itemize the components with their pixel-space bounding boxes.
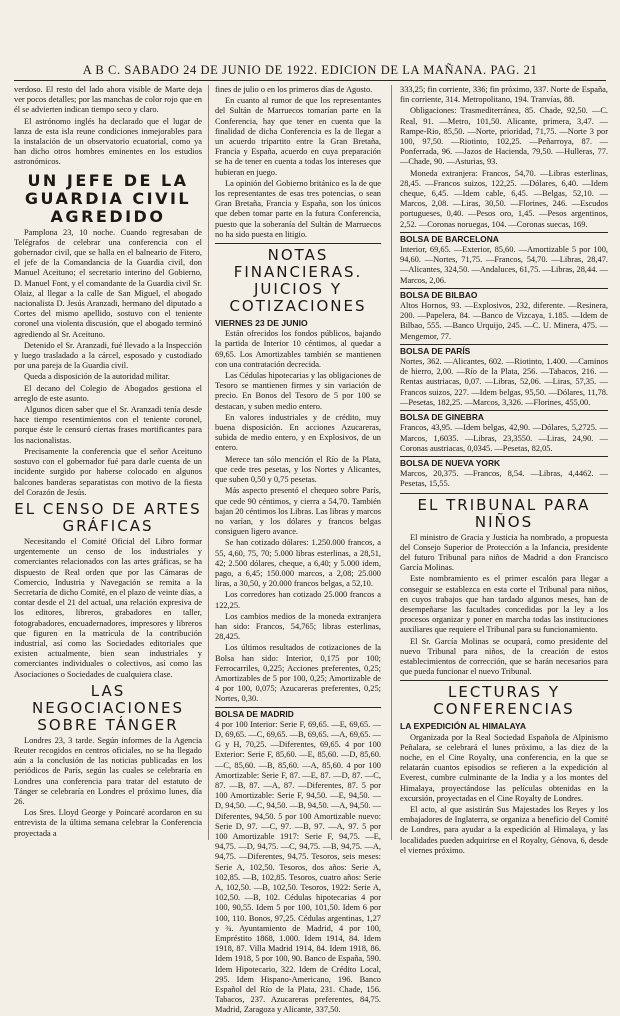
date-subtitle: VIERNES 23 DE JUNIO	[215, 318, 308, 329]
paragraph: El astrónomo inglés ha declarado que el lugar de lanza de esta isla reune condiciones inmejorables para la instalación de un observatorio ecuatorial, como ya han dicho otros hombres eminentes en los estudios astronómicos.	[14, 116, 202, 167]
paragraph: Este nombramiento es el primer escalón para llegar a conseguir se establezca en esta corte el Tribunal para niños, en cuyos trabajos que han tardado algunos meses, han de desempeñarse las facultades concedidas por la ley a los procesos organizar y poner en marcha todas las instituciones auxiliares que requiere el Tribunal para su funcionamiento.	[400, 574, 608, 635]
page-header	[14, 2, 606, 81]
column-rule-1	[208, 85, 209, 840]
quotes-list: 4 por 100 Interior: Serie F, 69,65. —E, 69,65. —D, 69,65. —C, 69,65. —B, 69,65. —A, 69,65. —G y H, 70,25. —Diferentes, 69,65. 4 por 100 Exterior: Serie F, 85,60. —E, 85,60. —D, 85,60. —C, 85,60. —B, 85,60. —A, 85,60. 4 por 100 Amortizable: Serie F, 87. —E, 87. —D, 87. —C, 87. —B, 87. —A, 87. —Diferentes, 87. 5 por 100 Amortizable: Serie F, 94,50. —E, 94,50. —D, 94,50. —C, 94,50. —B, 94,50. —A, 94,50. —Diferentes, 94,50. 5 por 100 Amortizable nuevo: Serie D, 97. —C, 97. —B, 97. —A, 97. 5 por 100 Amortizable 1917: Serie F, 94,75. —E, 94,75. —D, 94,75. —C, 94,75. —B, 94,75. —A, 94,75. —Diferentes, 94,75. Tesoros, seis meses: Serie A, 102,50. Tesoros, dos años: Serie A, 102,85. —B, 102,85. Tesoros, cuatro años: Serie A, 102,50. —B, 102,50. Tesoros, 1922: Serie A, 102,50. —B, 102. Cédulas hipotecarias 4 por 100, 90,55. Idem 5 por 100, 101,50. Idem 6 por 100, 110. Bonos, 97,25. Cédulas argentinas, 1,27 y ¾. Ayuntamiento de Madrid, 4 por 100, Empréstito 1868, 1.000. Idem 1914, 84. Idem 1918, 87. Villa Madrid 1914, 84. Idem 1918, 86. Idem 1918, 5 por 100, 90. Banco de España, 590. Idem Hipotecario, 322. Idem de Crédito Local, 295. Idem Hispano-Americano, 196. Banco Español del Río de la Plata, 231. Chade, 156. Tabacos, 237. Azucareras preferentes, 84,75. Madrid, Zaragoza y Alicante, 337,50.	[215, 719, 381, 1015]
column-3	[400, 85, 608, 855]
paragraph: Algunos dicen saber que el Sr. Aranzadi tenía desde hace tiempo resentimientos con el teniente coronel, porque éste le censuró ciertas frases mortificantes para los nacionalistas.	[14, 405, 202, 445]
paragraph: Más aspecto presentó el chequeo sobre París, que cede 90 céntimos, y cierra a 54,70. También bajan 20 céntimos los Libras. Las libras y marcos no varían, y los dólares y francos belgas consiguen ligero avance.	[215, 486, 381, 537]
paragraph: Los Sres. Lloyd George y Poincaré acordaron en su entrevista de la última semana celebrar la Conferencia proyectada a	[14, 808, 202, 838]
paragraph: Pamplona 23, 10 noche. Cuando regresaban de Telégrafos de celebrar una conferencia con el gobernador civil, que se halla en el balneario de Fitero, el jefe de la Comandancia de la Guardia civil, don Manuel Aceituno; el secretario interino del Gobierno, D. Manuel Font, y el comandante de la Guardia civil Sr. Olaiz, al llegar a la calle de San Miguel, el abogado nacionalista D. Jesús Aranzadi, hermano del diputado a Cortes del mismo apellido, sostuvo con el teniente coronel una violenta discusión, que el abogado terminó agrediendo al Sr. Aceituno.	[14, 227, 202, 339]
paragraph: Detenido el Sr. Aranzadi, fué llevado a la Inspección y luego trasladado a la cárcel, esposado y custodiado por una pareja de la Guardia civil.	[14, 340, 202, 371]
column-rule-2	[391, 85, 392, 840]
header-text: A B C. SABADO 24 DE JUNIO DE 1922. EDICION DE LA MAÑANA. PAG. 21	[82, 63, 538, 77]
paragraph: Los cambios medios de la moneda extranjera han sido: Francos, 54,765; libras esterlinas, 28,425.	[215, 611, 381, 642]
bolsa-bilbao-heading: BOLSA DE BILBAO	[400, 288, 608, 300]
paragraph: Marcos, 20,375. —Francos, 8,54. —Libras, 4,4462. —Pesetas, 15,55.	[400, 469, 608, 489]
paragraph: fines de julio o en los primeros días de Agosto.	[215, 85, 373, 94]
headline-tribunal-ninos: EL TRIBUNAL PARA NIÑOS	[417, 495, 591, 531]
paragraph: Londres 23, 3 tarde. Según informes de la Agencia Reuter recogidos en centros oficiales, no se ha llegado aún a la conclusión de las noticias publicadas en los periódicos de París, según las cuales se celebraría en Londres una conferencia para tratar del estatuto de Tánger se celebraría en Londres el próximo lunes, día 26.	[14, 735, 202, 806]
bolsa-barcelona-heading: BOLSA DE BARCELONA	[400, 232, 608, 244]
paragraph: Queda a disposición de la autoridad militar.	[24, 372, 170, 382]
headline-notas-financieras: NOTAS FINANCIERAS. JUICIOS Y COTIZACIONES	[229, 246, 367, 316]
headline-lecturas-conferencias: LECTURAS Y CONFERENCIAS	[433, 683, 575, 719]
paragraph: Las Cédulas hipotecarias y las obligaciones de Tesoro se mantienen firmes y sin variación de precio. En Bonos del Tesoro de 5 por 100 se destacan, y suben medio entero.	[215, 371, 381, 411]
paragraph: En valores industriales y de crédito, muy buena disposición. En acciones Azucareras, subida de medio entero, y en Explosivos, de un entero.	[215, 412, 381, 453]
bolsa-nueva-york-heading: BOLSA DE NUEVA YORK	[400, 456, 608, 468]
paragraph: Moneda extranjera: Francos, 54,70. —Libras esterlinas, 28,45. —Francos suizos, 122,25. —Dólares, 6,40. —Idem cheque, 6,45. —Idem cable, 6,45. —Belgas, 52,10. —Marcos, 2,08. —Liras, 30,50. —Florines, 246. —Escudos portugueses, 0,40. —Pesos oro, 1,45. —Pesos argentinos, 2,52. —Coronas noruegas, 104. —Coronas suecas, 169.	[400, 168, 608, 229]
paragraph: Nortes, 362. —Alicantes, 602. —Riotinto, 1.400. —Caminos de hierro, 2,00. —Río de la Plata, 256. —Tabacos, 216. —Rentas austriacas, 0,07. —Libras, 52,06. —Liras, 57,35. —Francos suizos, 227. —Idem belgas, 95,50. —Dólares, 11,78. —Pesetas, 182,25. —Marcos, 3,326. —Florines, 455,00.	[400, 357, 608, 407]
paragraph: El ministro de Gracia y Justicia ha nombrado, a propuesta del Consejo Superior de Protección a la Infancia, presidente del futuro Tribunal para niños de Madrid a don Francisco García Molinas.	[400, 532, 608, 573]
paragraph: Necesitando el Comité Oficial del Libro formar urgentemente un censo de los industriales y comerciantes relacionados con las artes gráficas, se ha dispuesto de Real orden que por las Cámaras de Comercio, Industria y Navegación se remita a la Secretaría de dicho Comité, en el plazo de veinte días, a contar desde el 21 del actual, una relación expresiva de los editores, libreros, grabadores en taller, fotograbadores, encuadernadores, impresores y libreros que figuren en la matrícula de la contribución industrial, así como las Sociedades editoriales que existen actualmente, bien sean industriales y comerciantes individuales o colectivos, así como las Asociaciones o Sociedades de cualquiera clase.	[14, 536, 202, 679]
subheading-himalaya: LA EXPEDICIÓN AL HIMALAYA	[400, 721, 527, 732]
paragraph: La opinión del Gobierno británico es la de que los representantes de esas tres potencias, o sean Gran Bretaña, Francia y España, son los únicos que deben tomar parte en la futura Conferencia, puesto que la soberanía del Sultán de Marruecos no ha sido puesta en litigio.	[215, 178, 381, 239]
paragraph: Precisamente la conferencia que el señor Aceituno sostuvo con el gobernador fué para darle cuenta de un incidente surgido por haberse colocado en algunos balcones banderas separatistas con motivo de la fiesta del Corazón de Jesús.	[14, 446, 202, 497]
paragraph: Los últimos resultados de cotizaciones de la Bolsa han sido: Interior, 0,175 por 100; Ferrocarriles, 0,225; Acciones preferentes, 0,25; Amortizables de 5 por 100, 0,25; Amortizable de 4 por 100, 0,075; Azucareras preferentes, 0,25; Nortes, 0,30.	[215, 643, 381, 704]
paragraph: verdoso. El resto del lado ahora visible de Marte deja ver pocos detalles; por las manchas de color rojo que en él se advierten indican tiempo seco y claro.	[14, 85, 202, 115]
column-2	[215, 85, 381, 1015]
paragraph: Se han cotizado dólares: 1.250.000 francos, a 55, 4,60, 75, 70; 5.000 libras esterlinas, a 28,51, 42; 2.500 dólares, cheque, a 6,40; y 5.000 idem, pago, a 6,45; 150.000 marcos, a 2,08; 25.000 liras, a 30,50, y 20.000 francos belgas, a 52,10.	[215, 538, 381, 589]
paragraph: Están ofrecidos los fondos públicos, bajando la partida de Interior 10 céntimos, al quedar a 69,65. Los Amortizables también se mantienen con una contratación decrecida.	[215, 329, 381, 369]
headline-guardia-civil: UN JEFE DE LA GUARDIA CIVIL AGREDIDO	[24, 170, 192, 226]
paragraph: Merece tan sólo mención el Río de la Plata, que cede tres pesetas, y los Nortes y Alicantes, que suben 0,50 y 0,75 pesetas.	[215, 454, 381, 485]
paragraph: El decano del Colegio de Abogados gestiona el arreglo de este asunto.	[14, 383, 202, 403]
headline-censo-artes-graficas: EL CENSO DE ARTES GRÁFICAS	[14, 499, 202, 535]
paragraph: En cuanto al rumor de que los representantes del Sultán de Marruecos tomarían parte en la Conferencia, hay que tener en cuenta que la finalidad de dicha Conferencia es la de llegar a un acuerdo tripartito entre la Gran Bretaña, Francia y España, acuerdo en cuya preparación se ha de tener en cuenta a todas los intereses que hubieran en juego.	[215, 96, 381, 177]
paragraph: Los corredores han cotizado 25.000 francos a 122,25.	[215, 590, 381, 610]
paragraph: 333,25; fin corriente, 336; fin próximo, 337. Norte de España, fin corriente, 314. Metropolitano, 194. Tranvías, 88.	[400, 85, 608, 105]
headline-negociaciones-tanger: LAS NEGOCIACIONES SOBRE TÁNGER	[32, 681, 184, 734]
paragraph: Altos Hornos, 93. —Explosivos, 232, diferente. —Resinera, 200. —Papelera, 84. —Banco de Vizcaya, 1.185. —Idem de Bilbao, 555. —Banco Urquijo, 245. —C. U. Minera, 475. —Mengemor, 77.	[400, 301, 608, 341]
section-divider	[215, 243, 381, 244]
bolsa-ginebra-heading: BOLSA DE GINEBRA	[400, 410, 608, 422]
section-divider	[400, 493, 608, 494]
paragraph: Francos, 43,95. —Idem belgas, 42,90. —Dólares, 5,2725. —Marcos, 1,6035. —Libras, 23,3550. —Liras, 24,90. —Coronas austriacas, 0,0345. —Pesetas, 82,05.	[400, 423, 608, 453]
bolsa-paris-heading: BOLSA DE PARÍS	[400, 344, 608, 356]
paragraph: El Sr. García Molinas se ocupará, como presidente del nuevo Tribunal para niños, de la creación de estos establecimientos de corrección, que se harán necesarios para que pueda funcionar el nuevo Tribunal.	[400, 636, 608, 677]
section-divider	[400, 680, 608, 681]
paragraph: Interior, 69,65. —Exterior, 85,60. —Amortizable 5 por 100, 94,60. —Nortes, 71,75. —Francos, 54,70. —Libras, 28,47. —Alicantes, 324,50. —Andaluces, 61,75. —Libras, 28,44. —Marcos, 2,06.	[400, 245, 608, 285]
bolsa-madrid-heading: BOLSA DE MADRID	[215, 707, 381, 719]
paragraph: Obligaciones: Trasmediterránea, 85. Chade, 92,50. —C. Real, 91. —Metro, 101,50. Alicante, primera, 3,47. —Rampe-Rio, 85,50. —Norte, prioridad, 71,75. —Norte 3 por 100, 97,50. —Riotinto, 102,25. —Peñarroya, 87. —Ponferrada, 96. —Jazos de Hacienda, 79,50. —Hulleras, 77. —Chade, 90. —Asturias, 93.	[400, 106, 608, 167]
paragraph: Organizada por la Real Sociedad Española de Alpinismo Peñalara, se celebrará el lunes próximo, a las diez de la noche, en el Cine Royalty, una conferencia, en la que se relatarán cuantos episodios se refieren a la expedición al Everest, cumbre culminante de la India y a los montes del Himalaya, proyectándose las películas obtenidas en la excursión, proyectadas en el Cine Royalty de Londres.	[400, 732, 608, 803]
paragraph: El acto, al que asistirán Sus Majestades los Reyes y los embajadores de Inglaterra, se organiza a beneficio del Comité de Londres, para ayudar a la expedición al Himalaya, y las localidades pueden adquirirse en el Royalty, Génova, 6, desde el viernes próximo.	[400, 804, 608, 855]
column-1	[14, 85, 202, 840]
